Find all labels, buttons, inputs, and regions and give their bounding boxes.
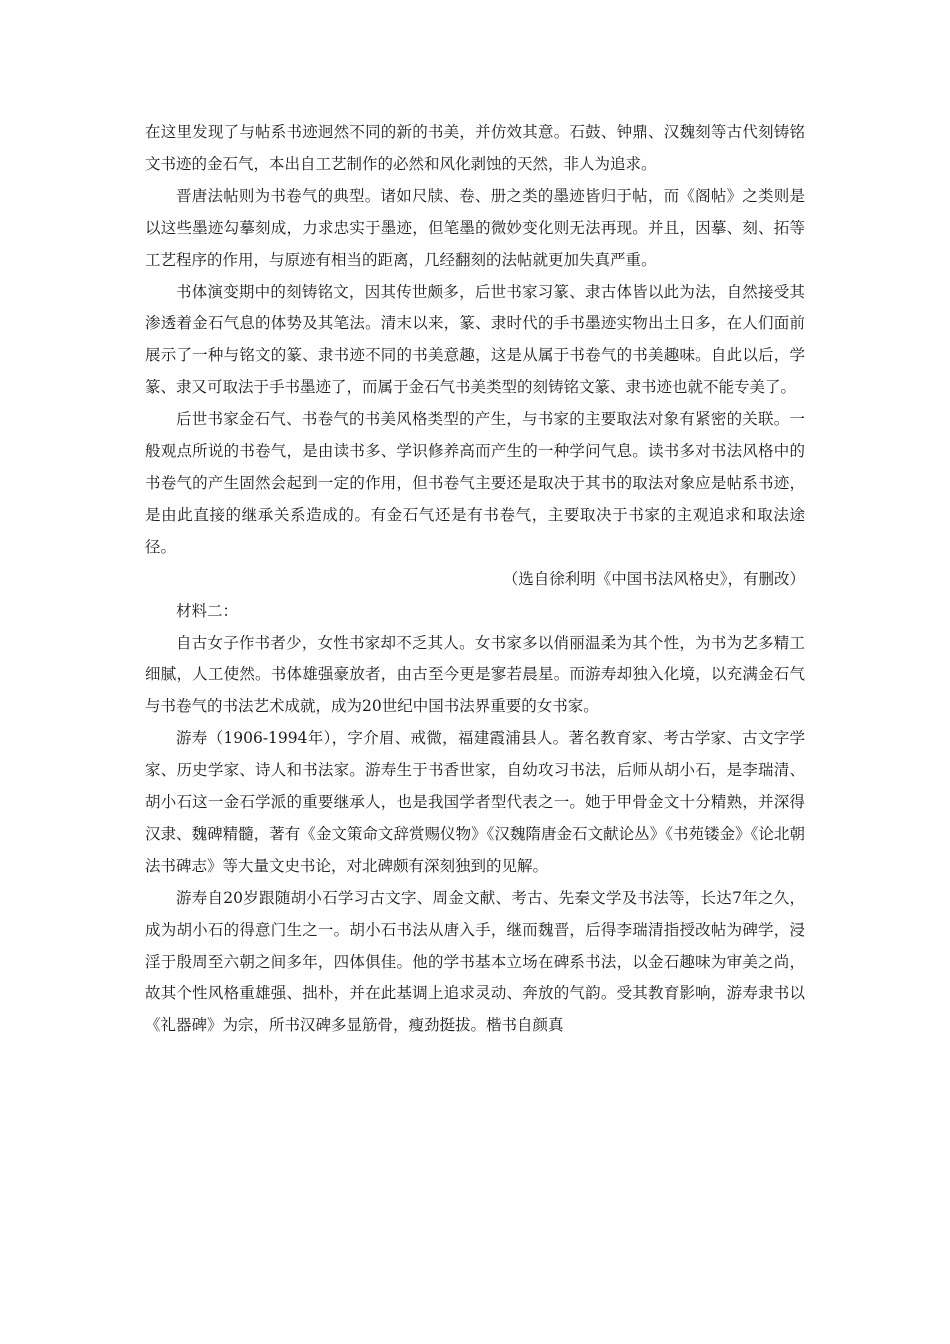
paragraph-style-origins: 后世书家金石气、书卷气的书美风格类型的产生，与书家的主要取法对象有紧密的关联。一般观点所说的书卷气，是由读书多、学识修养高而产生的一种学问气息。读书多对书法风格中的书卷气的产生固然会起到一定的作用，但书卷气主要还是取决于其书的取法对象应是帖系书迹，是由此直接的继承关系造成的。有金石气还是有书卷气，主要取决于书家的主观追求和取法途径。	[145, 410, 805, 556]
source-citation: （选自徐利明《中国书法风格史》，有删改）	[502, 569, 805, 588]
paragraph-female-calligraphers: 自古女子作书者少，女性书家却不乏其人。女书家多以俏丽温柔为其个性，为书为艺多精工细腻，人工使然。书体雄强豪放者，由古至今更是寥若晨星。而游寿却独入化境，以充满金石气与书卷气的书法艺术成就，成为20世纪中国书法界重要的女书家。	[145, 633, 805, 716]
document-body	[145, 117, 805, 1042]
paragraph-you-shou-study: 游寿自20岁跟随胡小石学习古文字、周金文献、考古、先秦文学及书法等，长达7年之久，成为胡小石的得意门生之一。胡小石书法从唐入手，继而魏晋，后得李瑞清指授改帖为碑学，浸淫于殷周至六朝之间多年，四体俱佳。他的学书基本立场在碑系书法，以金石趣味为审美之尚，故其个性风格重雄强、拙朴，并在此基调上追求灵动、奔放的气韵。受其教育影响，游寿隶书以《礼器碑》为宗，所书汉碑多显筋骨，瘦劲挺拔。楷书自颜真	[145, 888, 805, 1035]
paragraph-shujuanqi-typical: 晋唐法帖则为书卷气的典型。诸如尺牍、卷、册之类的墨迹皆归于帖，而《阁帖》之类则是以这些墨迹勾摹刻成，力求忠实于墨迹，但笔墨的微妙变化则无法再现。并且，因摹、刻、拓等工艺程序的作用，与原迹有相当的距离，几经翻刻的法帖就更加失真严重。	[145, 186, 805, 269]
section-heading-material-two: 材料二：	[176, 601, 239, 620]
paragraph-inscriptions: 书体演变期中的刻铸铭文，因其传世颇多，后世书家习篆、隶古体皆以此为法，自然接受其渗透着金石气息的体势及其笔法。清末以来，篆、隶时代的手书墨迹实物出土日多，在人们面前展示了一种与铭文的篆、隶书迹不同的书美意趣，这是从属于书卷气的书美趣味。自此以后，学篆、隶又可取法于手书墨迹了，而属于金石气书美类型的刻铸铭文篆、隶书迹也就不能专美了。	[145, 282, 805, 397]
paragraph-you-shou-biography: 游寿（1906-1994年），字介眉、戒微，福建霞浦县人。著名教育家、考古学家、古文字学家、历史学家、诗人和书法家。游寿生于书香世家，自幼攻习书法，后师从胡小石，是李瑞清、胡小石这一金石学派的重要继承人，也是我国学者型代表之一。她于甲骨金文十分精熟，并深得汉隶、魏碑精髓，著有《金文策命文辞赏赐仪物》《汉魏隋唐金石文献论丛》《书苑镂金》《论北朝法书碑志》等大量文史书论，对北碑颇有深刻独到的见解。	[145, 729, 805, 875]
paragraph-continuation: 在这里发现了与帖系书迹迥然不同的新的书美，并仿效其意。石鼓、钟鼎、汉魏刻等古代刻铸铭文书迹的金石气，本出自工艺制作的必然和风化剥蚀的天然，非人为追求。	[145, 123, 805, 173]
